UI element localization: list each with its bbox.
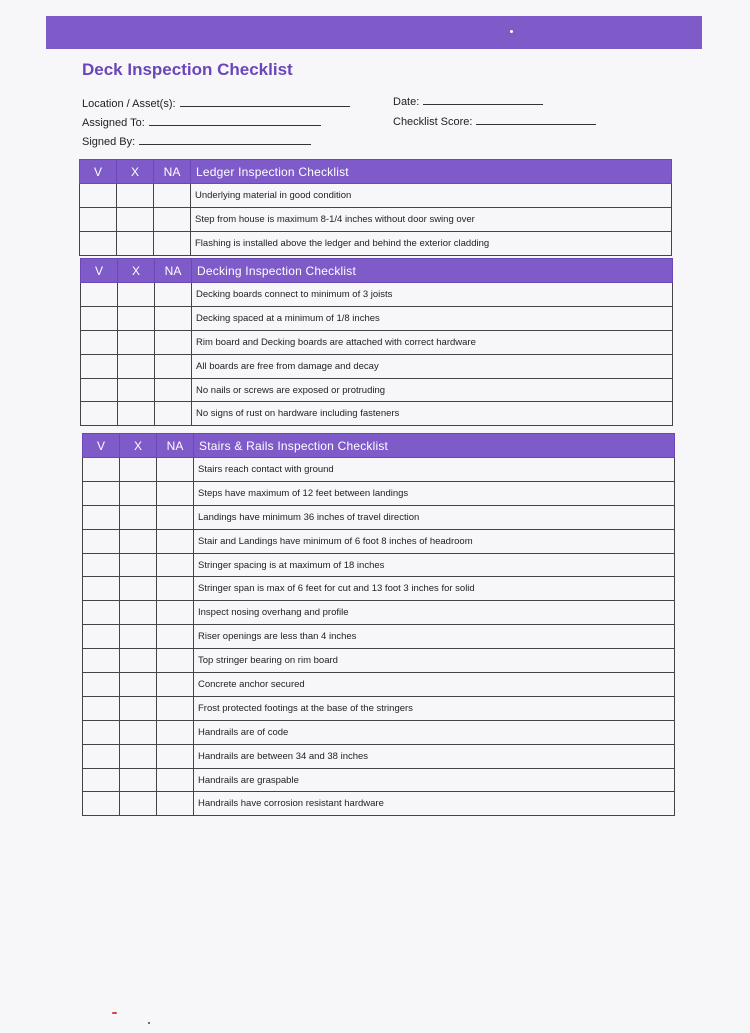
checklist-row: [83, 505, 675, 529]
check-box-na[interactable]: [155, 306, 192, 330]
column-v-header: V: [80, 160, 117, 184]
checklist-row: [83, 792, 675, 816]
check-box-v[interactable]: [83, 625, 120, 649]
location-input-line[interactable]: [180, 96, 350, 107]
checklist-item-text: Concrete anchor secured: [194, 673, 675, 697]
checklist-item-text: Flashing is installed above the ledger and behind the exterior cladding: [191, 231, 672, 255]
check-box-x[interactable]: [120, 481, 157, 505]
assigned-field: [82, 115, 321, 129]
column-x-header: X: [117, 160, 154, 184]
checklist-item-text: Stair and Landings have minimum of 6 foot 8 inches of headroom: [194, 529, 675, 553]
check-box-x[interactable]: [120, 458, 157, 482]
check-box-v[interactable]: [81, 378, 118, 402]
check-box-na[interactable]: [157, 673, 194, 697]
column-na-header: NA: [154, 160, 191, 184]
check-box-na[interactable]: [157, 768, 194, 792]
check-box-na[interactable]: [155, 402, 192, 426]
checklist-item-text: Handrails are graspable: [194, 768, 675, 792]
check-box-x[interactable]: [118, 283, 155, 307]
checklist-item-text: Handrails are of code: [194, 720, 675, 744]
scan-speck: [112, 1012, 117, 1014]
checklist-row: [81, 378, 673, 402]
check-box-na[interactable]: [155, 283, 192, 307]
checklist-row: [81, 402, 673, 426]
check-box-v[interactable]: [83, 744, 120, 768]
column-na-header: NA: [155, 259, 192, 283]
location-label: Location / Asset(s):: [82, 98, 176, 110]
checklist-item-text: Landings have minimum 36 inches of travel direction: [194, 505, 675, 529]
scan-speck: [510, 30, 513, 33]
checklist-row: [83, 553, 675, 577]
check-box-v[interactable]: [80, 231, 117, 255]
check-box-v[interactable]: [83, 577, 120, 601]
column-x-header: X: [118, 259, 155, 283]
checklist-row: [81, 283, 673, 307]
check-box-na[interactable]: [155, 354, 192, 378]
checklist-item-text: Underlying material in good condition: [191, 184, 672, 208]
date-input-line[interactable]: [423, 94, 543, 105]
checklist-row: [83, 481, 675, 505]
checklist-row: [83, 649, 675, 673]
section-title: Decking Inspection Checklist: [192, 259, 673, 283]
checklist-item-text: Inspect nosing overhang and profile: [194, 601, 675, 625]
checklist-row: [83, 696, 675, 720]
checklist-row: [83, 529, 675, 553]
score-label: Checklist Score:: [393, 116, 473, 128]
check-box-v[interactable]: [83, 696, 120, 720]
section-title: Ledger Inspection Checklist: [191, 160, 672, 184]
checklist-item-text: Handrails have corrosion resistant hardware: [194, 792, 675, 816]
checklist-row: [83, 458, 675, 482]
ledger-checklist-table: [79, 159, 672, 256]
check-box-v[interactable]: [80, 207, 117, 231]
location-field: [82, 96, 350, 110]
column-v-header: V: [81, 259, 118, 283]
stairs-rails-checklist-table: [82, 433, 675, 816]
check-box-x[interactable]: [118, 378, 155, 402]
check-box-v[interactable]: [83, 529, 120, 553]
check-box-na[interactable]: [157, 625, 194, 649]
checklist-row: [80, 231, 672, 255]
assigned-input-line[interactable]: [149, 115, 321, 126]
check-box-na[interactable]: [157, 458, 194, 482]
check-box-x[interactable]: [120, 601, 157, 625]
checklist-row: [83, 720, 675, 744]
check-box-na[interactable]: [157, 529, 194, 553]
check-box-v[interactable]: [83, 768, 120, 792]
check-box-v[interactable]: [83, 720, 120, 744]
checklist-row: [83, 625, 675, 649]
signed-field: [82, 134, 311, 148]
check-box-na[interactable]: [157, 649, 194, 673]
scan-speck: [148, 1022, 150, 1024]
checklist-row: [80, 207, 672, 231]
check-box-na[interactable]: [154, 184, 191, 208]
check-box-v[interactable]: [83, 601, 120, 625]
page-title: Deck Inspection Checklist: [82, 60, 293, 79]
section-header-ledger: [80, 160, 672, 184]
check-box-na[interactable]: [154, 231, 191, 255]
check-box-v[interactable]: [81, 330, 118, 354]
check-box-na[interactable]: [157, 696, 194, 720]
check-box-v[interactable]: [80, 184, 117, 208]
check-box-x[interactable]: [117, 207, 154, 231]
check-box-x[interactable]: [118, 354, 155, 378]
column-v-header: V: [83, 434, 120, 458]
checklist-row: [81, 306, 673, 330]
checklist-item-text: Stringer spacing is at maximum of 18 inches: [194, 553, 675, 577]
section-title: Stairs & Rails Inspection Checklist: [194, 434, 675, 458]
check-box-x[interactable]: [120, 768, 157, 792]
column-na-header: NA: [157, 434, 194, 458]
check-box-x[interactable]: [117, 231, 154, 255]
check-box-v[interactable]: [83, 792, 120, 816]
check-box-x[interactable]: [120, 577, 157, 601]
check-box-x[interactable]: [118, 402, 155, 426]
check-box-na[interactable]: [157, 577, 194, 601]
check-box-na[interactable]: [157, 553, 194, 577]
checklist-item-text: Riser openings are less than 4 inches: [194, 625, 675, 649]
check-box-x[interactable]: [118, 330, 155, 354]
check-box-v[interactable]: [83, 673, 120, 697]
check-box-na[interactable]: [154, 207, 191, 231]
check-box-v[interactable]: [81, 354, 118, 378]
check-box-x[interactable]: [120, 720, 157, 744]
checklist-item-text: Stringer span is max of 6 feet for cut and 13 foot 3 inches for solid: [194, 577, 675, 601]
checklist-item-text: Top stringer bearing on rim board: [194, 649, 675, 673]
check-box-v[interactable]: [81, 306, 118, 330]
check-box-x[interactable]: [120, 696, 157, 720]
check-box-x[interactable]: [120, 744, 157, 768]
checklist-item-text: Decking spaced at a minimum of 1/8 inches: [192, 306, 673, 330]
column-x-header: X: [120, 434, 157, 458]
check-box-x[interactable]: [120, 505, 157, 529]
header-band: [46, 16, 702, 49]
checklist-row: [83, 577, 675, 601]
checklist-row: [83, 744, 675, 768]
check-box-x[interactable]: [120, 649, 157, 673]
checklist-row: [81, 354, 673, 378]
check-box-na[interactable]: [155, 330, 192, 354]
check-box-v[interactable]: [83, 553, 120, 577]
check-box-na[interactable]: [157, 481, 194, 505]
check-box-v[interactable]: [83, 458, 120, 482]
check-box-na[interactable]: [157, 505, 194, 529]
checklist-item-text: Stairs reach contact with ground: [194, 458, 675, 482]
checklist-row: [83, 768, 675, 792]
check-box-x[interactable]: [120, 529, 157, 553]
check-box-na[interactable]: [157, 744, 194, 768]
checklist-row: [81, 330, 673, 354]
check-box-x[interactable]: [120, 553, 157, 577]
checklist-item-text: Step from house is maximum 8-1/4 inches without door swing over: [191, 207, 672, 231]
signed-label: Signed By:: [82, 136, 136, 148]
checklist-item-text: Frost protected footings at the base of the stringers: [194, 696, 675, 720]
check-box-x[interactable]: [120, 625, 157, 649]
score-input-line[interactable]: [476, 114, 596, 125]
check-box-v[interactable]: [83, 505, 120, 529]
checklist-item-text: No nails or screws are exposed or protruding: [192, 378, 673, 402]
check-box-x[interactable]: [120, 673, 157, 697]
section-header-stairs-rails: [83, 434, 675, 458]
checklist-row: [83, 673, 675, 697]
check-box-x[interactable]: [117, 184, 154, 208]
checklist-item-text: No signs of rust on hardware including fasteners: [192, 402, 673, 426]
checklist-row: [80, 184, 672, 208]
assigned-label: Assigned To:: [82, 117, 145, 129]
check-box-v[interactable]: [83, 649, 120, 673]
section-header-decking: [81, 259, 673, 283]
checklist-row: [83, 601, 675, 625]
check-box-na[interactable]: [157, 792, 194, 816]
score-field: [393, 114, 596, 128]
checklist-item-text: All boards are free from damage and decay: [192, 354, 673, 378]
decking-checklist-table: [80, 258, 673, 426]
checklist-item-text: Steps have maximum of 12 feet between landings: [194, 481, 675, 505]
signed-input-line[interactable]: [139, 134, 311, 145]
check-box-na[interactable]: [157, 601, 194, 625]
check-box-v[interactable]: [81, 283, 118, 307]
date-label: Date:: [393, 96, 420, 108]
check-box-v[interactable]: [83, 481, 120, 505]
checklist-item-text: Handrails are between 34 and 38 inches: [194, 744, 675, 768]
check-box-v[interactable]: [81, 402, 118, 426]
check-box-x[interactable]: [120, 792, 157, 816]
date-field: [393, 94, 543, 108]
checklist-item-text: Decking boards connect to minimum of 3 joists: [192, 283, 673, 307]
checklist-item-text: Rim board and Decking boards are attached with correct hardware: [192, 330, 673, 354]
check-box-na[interactable]: [155, 378, 192, 402]
check-box-x[interactable]: [118, 306, 155, 330]
check-box-na[interactable]: [157, 720, 194, 744]
